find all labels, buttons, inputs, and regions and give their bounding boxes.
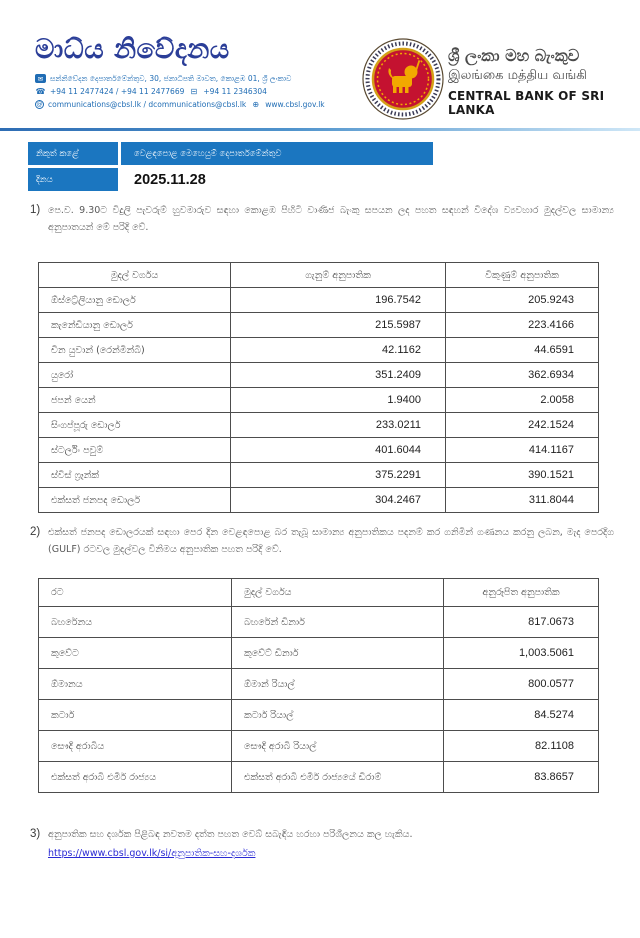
column-header: මුදල් වර්ගය: [232, 579, 444, 607]
table-cell: සෞදි අරාබි රියාල්: [232, 731, 444, 762]
paragraph-2: [30, 524, 614, 558]
table-cell: බහරේන් ඩිනාර්: [232, 607, 444, 638]
table-row: [39, 607, 599, 638]
website-url: www.cbsl.gov.lk: [265, 100, 325, 109]
table-cell: එක්සත් ජනපද ඩොලර්: [39, 488, 231, 513]
at-icon: @: [36, 101, 43, 108]
paragraph-3-text: අනුපාතික සහ දර්ශක පිළිබඳ නවතම දත්ත පහත වෙබ් සබැඳිය හරහා පරිශීලනය කල හැකිය.: [48, 829, 413, 840]
table-cell: 83.8657: [444, 762, 599, 793]
table-cell: ඕමානය: [39, 669, 232, 700]
table-cell: 196.7542: [231, 288, 446, 313]
phone-numbers: +94 11 2477424 / +94 11 2477669: [50, 87, 185, 96]
paragraph-1-number: 1): [30, 204, 41, 216]
table-cell: එක්සත් අරාබි එමීර් රාජ්‍යය: [39, 762, 232, 793]
table-cell: ඕමාන් රියාල්: [232, 669, 444, 700]
rates-indicators-link[interactable]: https://www.cbsl.gov.lk/si/අනුපාතික-සහ-දර්ශක: [48, 848, 256, 859]
table-cell: කැනේඩියානු ඩොලර්: [39, 313, 231, 338]
table-cell: ජපන් යෙන්: [39, 388, 231, 413]
gulf-table-header-row: [39, 579, 599, 607]
envelope-icon: ✉: [35, 74, 46, 83]
email-line: [35, 98, 325, 111]
exchange-rates-table-container: [38, 262, 599, 513]
table-cell: 84.5274: [444, 700, 599, 731]
paragraph-1: [30, 202, 614, 236]
table-cell: 215.5987: [231, 313, 446, 338]
table-row: [39, 488, 599, 513]
table-cell: සෞදි අරාබිය: [39, 731, 232, 762]
exchange-rates-table: [38, 262, 599, 513]
date-value: 2025.11.28: [134, 171, 206, 188]
paragraph-1-text: පෙ.ව. 9.30ට විදුලි පැවරුම් හුවමාරුව සඳහා කොළඹ පිහිටි වාණිජ බැංකු සපයන ලද පහත සඳහන් විදේශ ව්‍යවහාර මුදල්වල සාමාන්‍ය අනුපාතයන් මේ පරිදි වේ.: [48, 205, 614, 234]
table-row: [39, 388, 599, 413]
fax-icon: ⊟: [190, 87, 198, 96]
column-header: රට: [39, 579, 232, 607]
table-cell: 817.0673: [444, 607, 599, 638]
table-cell: 800.0577: [444, 669, 599, 700]
bank-name-tamil: இலங்கை மத்திய வங்கி: [448, 68, 587, 84]
date-label: දිනය: [28, 168, 118, 191]
column-header: අනුරූපිත අනුපාතික: [444, 579, 599, 607]
date-row: [28, 168, 433, 191]
gulf-rates-table-container: [38, 578, 599, 793]
header-divider-rule: [0, 128, 640, 131]
table-cell: 2.0058: [446, 388, 599, 413]
issued-by-label: නිකුත් කළේ: [28, 142, 118, 165]
table-cell: 304.2467: [231, 488, 446, 513]
table-row: [39, 638, 599, 669]
issued-by-row: [28, 142, 433, 165]
table-cell: කටාර්: [39, 700, 232, 731]
table-row: [39, 463, 599, 488]
table-cell: කුවේට: [39, 638, 232, 669]
phone-icon: ☎: [35, 87, 46, 96]
table-cell: 311.8044: [446, 488, 599, 513]
table-row: [39, 700, 599, 731]
bank-name-sinhala: ශ්‍රී ලංකා මහ බැංකුව: [448, 46, 580, 65]
table-row: [39, 313, 599, 338]
table-cell: 414.1167: [446, 438, 599, 463]
paragraph-2-text: එක්සත් ජනපද ඩොලරයක් සඳහා පෙර දින වෙළඳපොළ බර තැබූ සාමාන්‍ය අනුපාතිකය පදනම් කර ගනිමින් ගණනය කරනු ලබන, මැද පෙරදිග (GULF) රටවල මුදල්වල විනිමය අනුපාතික පහත පරිදි වේ.: [48, 527, 614, 556]
table-row: [39, 413, 599, 438]
table-row: [39, 762, 599, 793]
table-cell: 223.4166: [446, 313, 599, 338]
table-cell: 362.6934: [446, 363, 599, 388]
table-cell: 233.0211: [231, 413, 446, 438]
central-bank-crest-logo: [362, 38, 444, 120]
table-cell: 401.6044: [231, 438, 446, 463]
table-row: [39, 288, 599, 313]
gulf-rates-table: [38, 578, 599, 793]
table-row: [39, 669, 599, 700]
crest-svg: [362, 38, 444, 120]
table-cell: ස්විස් ෆ්‍රෑන්ක්: [39, 463, 231, 488]
column-header: මුදල් වර්ගය: [39, 263, 231, 288]
table-cell: බහරේනය: [39, 607, 232, 638]
table-cell: ඕස්ට්‍රේලියානු ඩොලර්: [39, 288, 231, 313]
table-cell: 375.2291: [231, 463, 446, 488]
table-cell: ස්ටර්ලිං පවුම්: [39, 438, 231, 463]
table-cell: චීන යුවාන් (රෙන්මින්බි): [39, 338, 231, 363]
release-meta-box: [28, 142, 433, 194]
table-cell: 44.6591: [446, 338, 599, 363]
table-cell: 205.9243: [446, 288, 599, 313]
table-cell: කුවේට් ඩිනාර්: [232, 638, 444, 669]
column-header: ගැනුම් අනුපාතික: [231, 263, 446, 288]
paragraph-2-number: 2): [30, 526, 41, 538]
fax-number: +94 11 2346304: [203, 87, 267, 96]
table-cell: 242.1524: [446, 413, 599, 438]
table-cell: 1,003.5061: [444, 638, 599, 669]
table-cell: කටාර් රියාල්: [232, 700, 444, 731]
table-cell: සිංගප්පූරු ඩොලර්: [39, 413, 231, 438]
table-cell: 82.1108: [444, 731, 599, 762]
email-addresses: communications@cbsl.lk / dcommunications@cbsl.lk: [48, 100, 247, 109]
globe-icon: ⊕: [252, 100, 260, 109]
table-cell: එක්සත් අරාබි එමීර් රාජ්‍යයේ ඩිරාම්: [232, 762, 444, 793]
issued-by-value: වෙළඳපොළ මෙහෙයුම් දෙපාර්තමේන්තුව: [121, 142, 433, 165]
table-row: [39, 438, 599, 463]
contact-block: [35, 72, 325, 111]
table-row: [39, 363, 599, 388]
exchange-table-header-row: [39, 263, 599, 288]
address-line: [35, 72, 325, 85]
bank-name-english: CENTRAL BANK OF SRI LANKA: [448, 88, 605, 117]
phone-line: [35, 85, 325, 98]
paragraph-3: [30, 826, 614, 843]
table-row: [39, 731, 599, 762]
paragraph-3-number: 3): [30, 828, 41, 840]
table-cell: යුරෝ: [39, 363, 231, 388]
bank-name-block: [448, 46, 638, 117]
table-row: [39, 338, 599, 363]
address-text: සන්නිවේදන දෙපාර්තමේන්තුව, 30, ජනාධිපති මාවත, කොළඹ 01, ශ්‍රී ලංකාව: [50, 73, 292, 83]
table-cell: 390.1521: [446, 463, 599, 488]
table-cell: 1.9400: [231, 388, 446, 413]
table-cell: 351.2409: [231, 363, 446, 388]
column-header: විකුණුම් අනුපාතික: [446, 263, 599, 288]
table-cell: 42.1162: [231, 338, 446, 363]
page-title: මාධ්ය නිවේදනය: [35, 34, 230, 65]
